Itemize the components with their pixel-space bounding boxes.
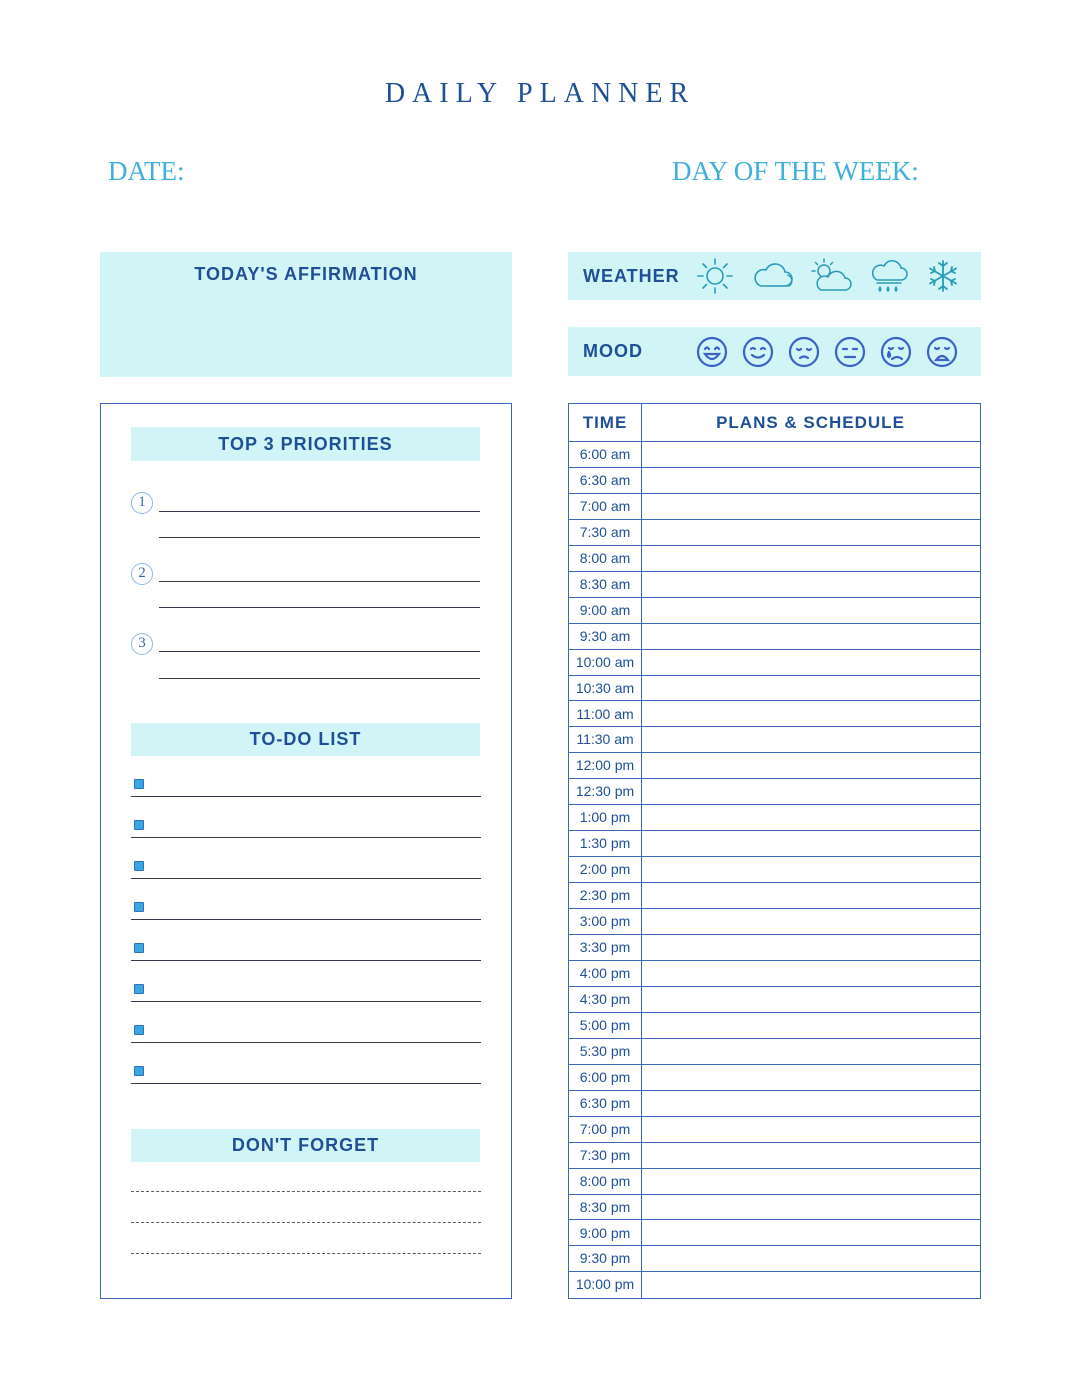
todo-line[interactable] [131, 1042, 481, 1043]
dont-forget-line[interactable] [131, 1253, 481, 1254]
schedule-row[interactable] [569, 987, 980, 1013]
schedule-time-label: 8:00 pm [579, 1172, 631, 1189]
schedule-row[interactable] [569, 1246, 980, 1272]
date-label: DATE: [108, 156, 185, 186]
schedule-row[interactable] [569, 1091, 980, 1117]
schedule-row[interactable] [569, 1195, 980, 1221]
schedule-time-label: 12:30 pm [575, 783, 635, 800]
todo-line[interactable] [131, 1001, 481, 1002]
dont-forget-line[interactable] [131, 1191, 481, 1192]
priority-3-line[interactable] [159, 651, 480, 652]
schedule-time-label: 2:30 pm [579, 887, 631, 904]
todo-line[interactable] [131, 796, 481, 797]
day-of-week-label: DAY OF THE WEEK: [672, 156, 919, 186]
dont-forget-heading: DON'T FORGET [131, 1129, 480, 1162]
sad-face-icon[interactable] [925, 335, 959, 369]
todo-heading: TO-DO LIST [131, 723, 480, 756]
schedule-time-label: 4:00 pm [579, 965, 631, 981]
schedule-time-label: 7:30 pm [579, 1146, 631, 1163]
schedule-row[interactable] [569, 857, 980, 883]
schedule-row[interactable] [569, 494, 980, 520]
schedule-time-label: 2:00 pm [579, 861, 631, 878]
schedule-time-label: 11:00 am [576, 705, 634, 722]
crying-face-icon[interactable] [879, 335, 913, 369]
todo-checkbox[interactable] [134, 1066, 144, 1076]
page-title: DAILY PLANNER [384, 78, 696, 109]
schedule-row[interactable] [569, 676, 980, 702]
schedule-row[interactable] [569, 468, 980, 494]
cloud-icon[interactable] [751, 256, 795, 296]
schedule-time-label: 6:30 am [579, 471, 631, 488]
priority-number-2: 2 [131, 563, 153, 585]
schedule-time-label: 9:00 am [579, 601, 631, 618]
todo-line[interactable] [131, 960, 481, 961]
todo-checkbox[interactable] [134, 861, 144, 871]
schedule-header [569, 404, 980, 442]
schedule-time-label: 12:00 pm [575, 757, 635, 774]
schedule-row[interactable] [569, 935, 980, 961]
todo-line[interactable] [131, 878, 481, 879]
partly-cloudy-icon[interactable] [809, 256, 853, 296]
schedule-table [568, 403, 981, 1299]
todo-checkbox[interactable] [134, 820, 144, 830]
schedule-time-label: 1:30 pm [579, 835, 631, 852]
schedule-row[interactable] [569, 1272, 980, 1298]
schedule-time-label: 3:30 pm [579, 939, 631, 956]
schedule-row[interactable] [569, 1065, 980, 1091]
schedule-row[interactable] [569, 753, 980, 779]
todo-line[interactable] [131, 919, 481, 920]
mood-label: MOOD [583, 341, 643, 361]
schedule-time-label: 6:00 am [579, 446, 631, 462]
schedule-row[interactable] [569, 883, 980, 909]
todo-checkbox[interactable] [134, 779, 144, 789]
dont-forget-line[interactable] [131, 1222, 481, 1223]
sun-icon[interactable] [695, 256, 735, 296]
todo-line[interactable] [131, 837, 481, 838]
affirmation-heading: TODAY'S AFFIRMATION [194, 264, 418, 284]
schedule-row[interactable] [569, 831, 980, 857]
schedule-row[interactable] [569, 1143, 980, 1169]
weather-label: WEATHER [583, 265, 680, 286]
affirmation-box[interactable] [100, 252, 512, 377]
priority-number-1: 1 [131, 492, 153, 514]
schedule-time-label: 9:00 pm [579, 1224, 631, 1241]
schedule-time-label: 7:00 am [579, 497, 631, 514]
schedule-row[interactable] [569, 572, 980, 598]
left-panel [100, 403, 512, 1299]
snowflake-icon[interactable] [925, 256, 961, 296]
schedule-time-label: 4:30 pm [579, 990, 631, 1007]
schedule-time-label: 9:30 pm [579, 1250, 631, 1267]
grinning-face-icon[interactable] [695, 335, 729, 369]
schedule-row[interactable] [569, 1117, 980, 1143]
schedule-time-label: 8:30 am [579, 575, 631, 592]
schedule-time-label: 10:00 pm [575, 1276, 635, 1293]
mood-bar [568, 327, 981, 376]
schedule-time-label: 10:30 am [575, 679, 635, 696]
neutral-face-icon[interactable] [833, 335, 867, 369]
schedule-row[interactable] [569, 1013, 980, 1039]
schedule-row[interactable] [569, 520, 980, 546]
schedule-row[interactable] [569, 546, 980, 572]
schedule-row[interactable] [569, 624, 980, 650]
todo-checkbox[interactable] [134, 943, 144, 953]
weather-bar [568, 252, 981, 300]
priority-1-line-2[interactable] [159, 537, 480, 538]
plans-column-header: PLANS & SCHEDULE [716, 413, 905, 432]
priorities-heading: TOP 3 PRIORITIES [131, 427, 480, 461]
schedule-time-label: 6:00 pm [579, 1068, 631, 1085]
schedule-row[interactable] [569, 1169, 980, 1195]
schedule-row[interactable] [569, 727, 980, 753]
schedule-row[interactable] [569, 909, 980, 935]
schedule-row[interactable] [569, 702, 980, 728]
todo-checkbox[interactable] [134, 984, 144, 994]
schedule-time-label: 7:00 pm [579, 1120, 631, 1137]
schedule-time-label: 9:30 am [579, 627, 631, 644]
smiling-face-icon[interactable] [741, 335, 775, 369]
schedule-time-label: 10:00 am [575, 653, 635, 670]
schedule-time-label: 8:30 pm [579, 1198, 631, 1215]
todo-checkbox[interactable] [134, 902, 144, 912]
schedule-row[interactable] [569, 961, 980, 987]
schedule-time-label: 5:30 pm [579, 1042, 631, 1059]
schedule-row[interactable] [569, 442, 980, 468]
priority-3-line-2[interactable] [159, 678, 480, 679]
todo-line[interactable] [131, 1083, 481, 1084]
schedule-time-label: 6:30 pm [579, 1094, 631, 1111]
schedule-row[interactable] [569, 650, 980, 676]
priority-2-line-2[interactable] [159, 607, 480, 608]
schedule-row[interactable] [569, 805, 980, 831]
rain-cloud-icon[interactable] [867, 256, 911, 296]
todo-checkbox[interactable] [134, 1025, 144, 1035]
schedule-time-label: 7:30 am [579, 523, 631, 540]
priority-1-line[interactable] [159, 511, 480, 512]
schedule-time-label: 8:00 am [579, 549, 631, 566]
schedule-time-label: 11:30 am [576, 731, 634, 748]
schedule-time-label: 3:00 pm [579, 913, 631, 930]
time-column-header: TIME [582, 413, 628, 432]
schedule-row[interactable] [569, 779, 980, 805]
schedule-row[interactable] [569, 1039, 980, 1065]
unamused-face-icon[interactable] [787, 335, 821, 369]
schedule-time-label: 5:00 pm [579, 1016, 631, 1033]
priority-number-3: 3 [131, 633, 153, 655]
schedule-row[interactable] [569, 598, 980, 624]
schedule-row[interactable] [569, 1221, 980, 1247]
priority-2-line[interactable] [159, 581, 480, 582]
schedule-time-label: 1:00 pm [579, 809, 631, 826]
